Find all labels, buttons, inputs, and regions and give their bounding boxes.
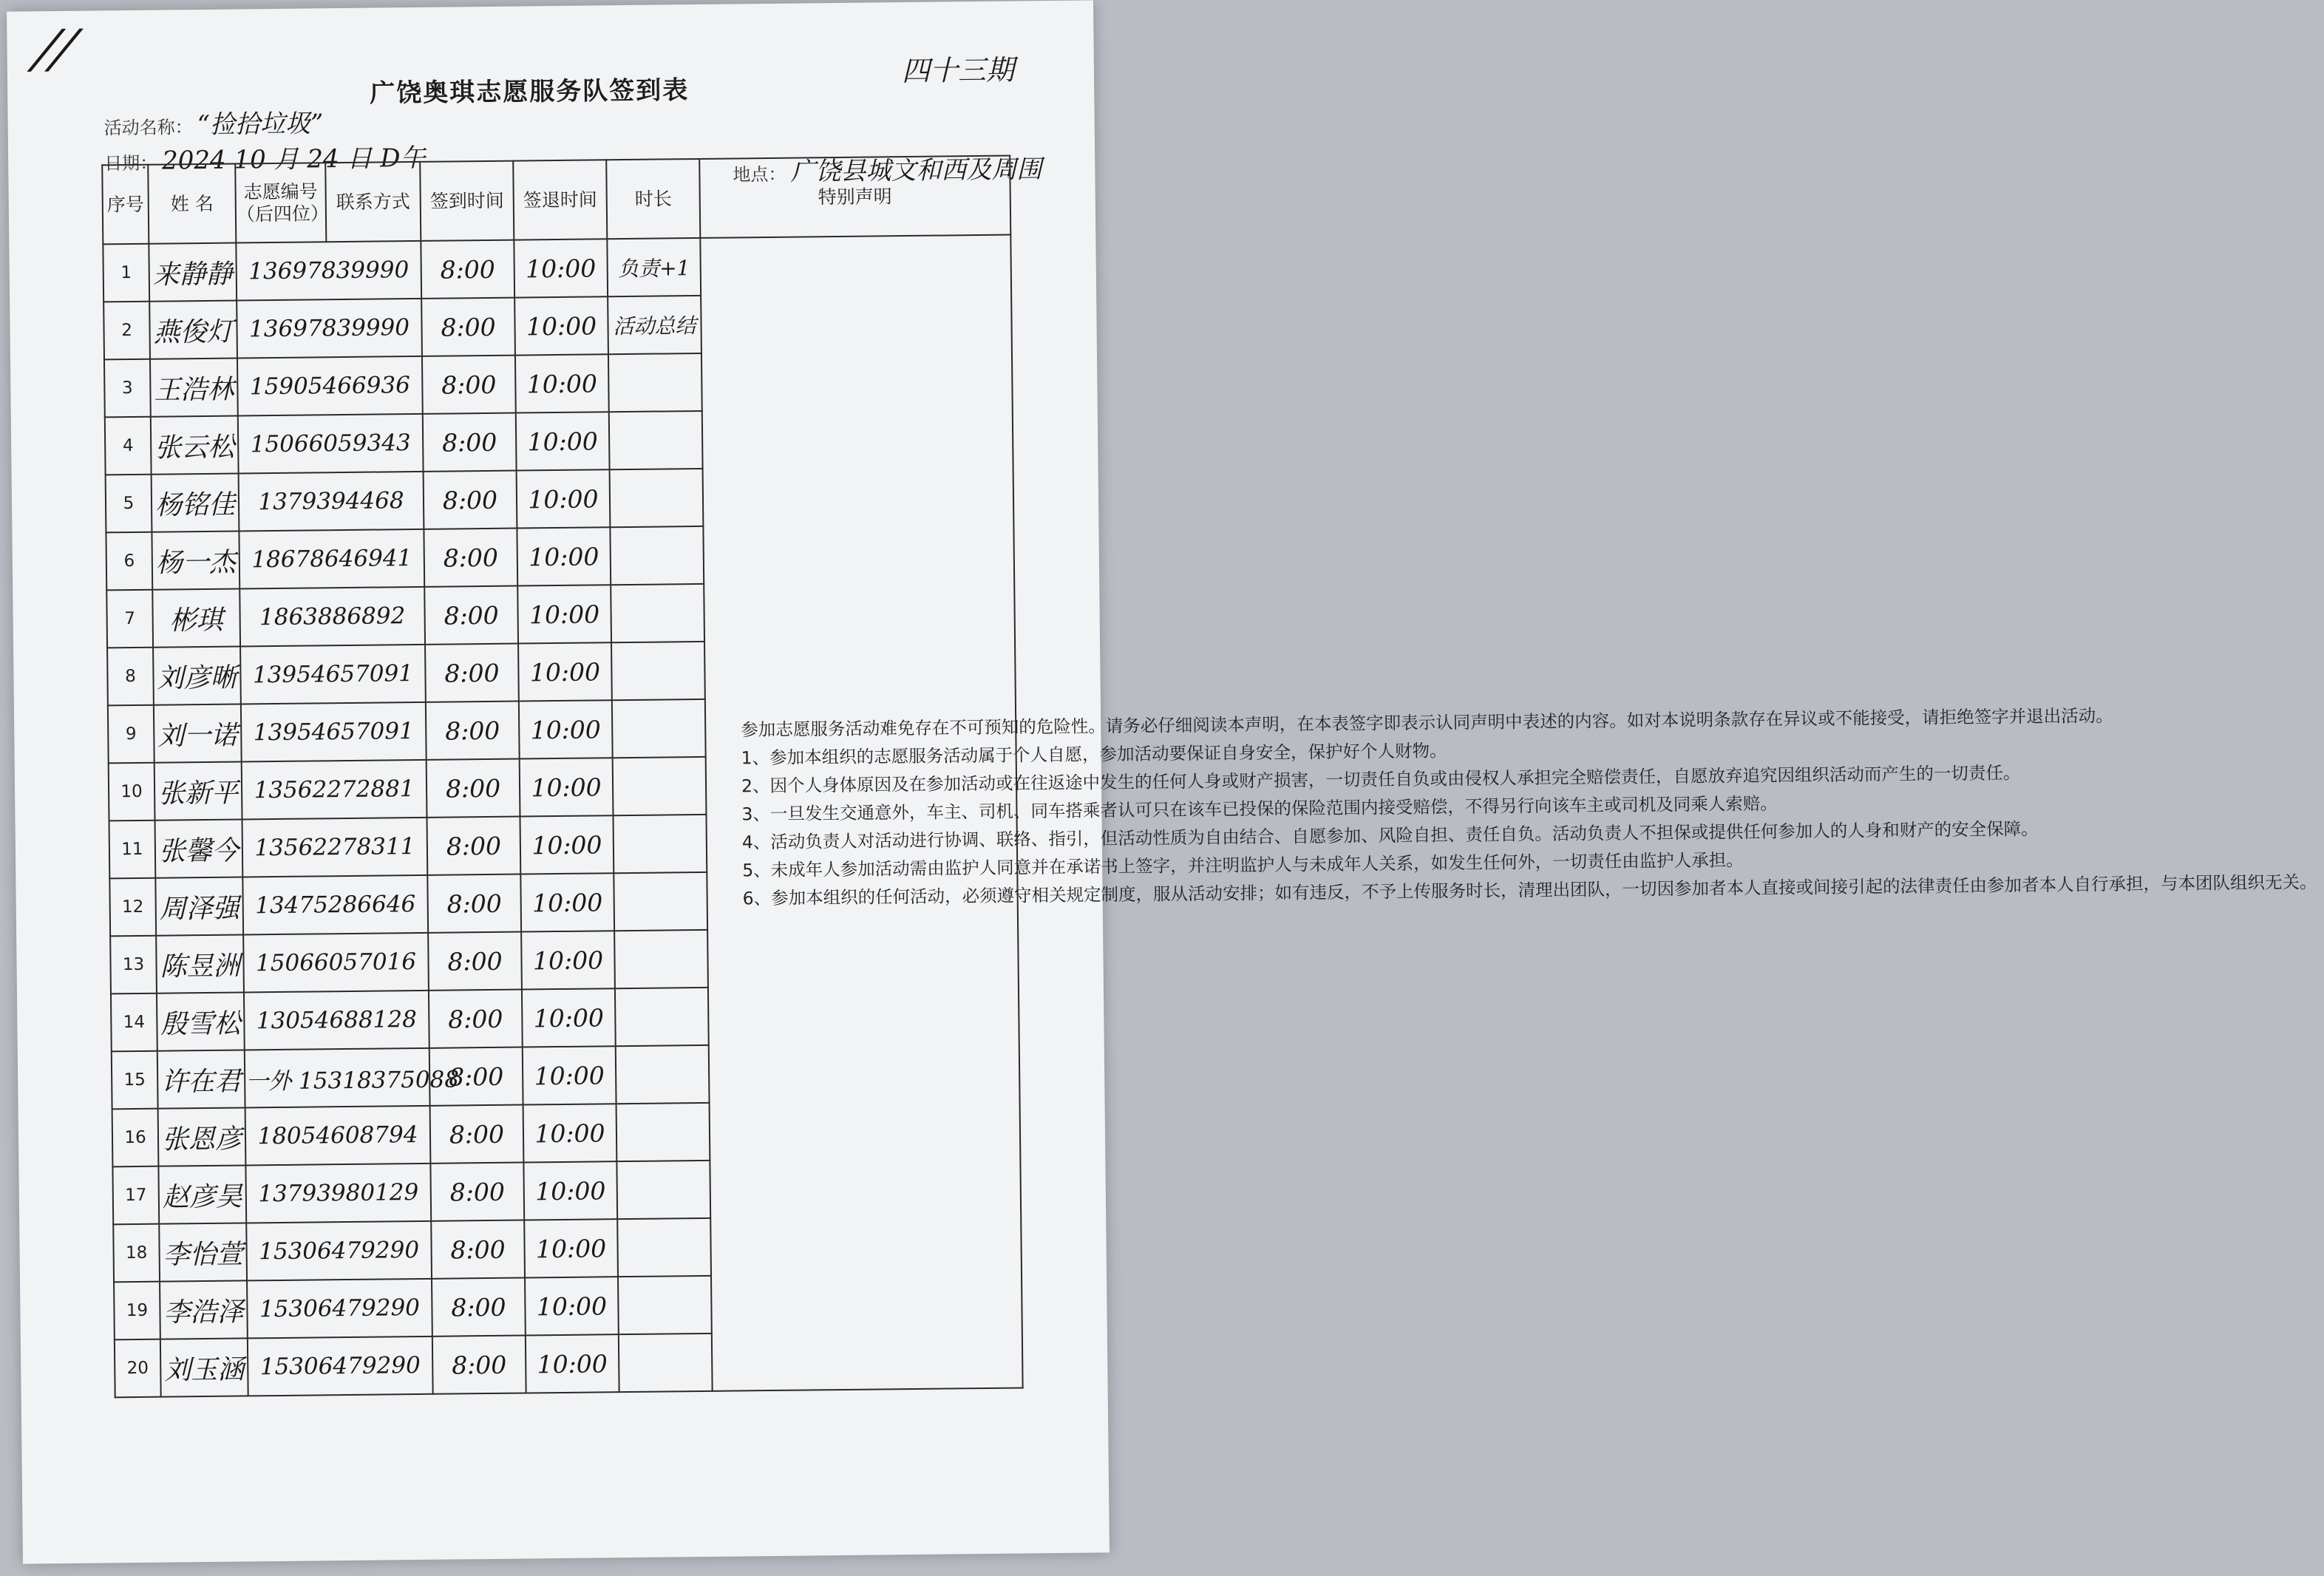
sign-out-time: 10:00: [523, 1104, 617, 1162]
statement-paragraph: 1、参加本组织的志愿服务活动属于个人自愿，参加活动要保证自身安全，保护好个人财物。: [741, 740, 1447, 769]
contact-number: 13954657091: [240, 645, 426, 704]
row-index: 4: [105, 417, 152, 475]
row-index: 2: [103, 302, 150, 360]
duration-cell: 负责+1: [607, 238, 701, 296]
row-index: 1: [103, 244, 149, 302]
duration-cell: [613, 815, 707, 873]
volunteer-name: 刘一诺: [154, 704, 242, 762]
sign-in-time: 8:00: [421, 240, 514, 299]
sign-in-time: 8:00: [429, 990, 523, 1048]
sign-out-time: 10:00: [517, 469, 611, 528]
table-header-row: [102, 156, 1010, 245]
sign-in-time: 8:00: [432, 1278, 526, 1336]
contact-number: 13562278311: [242, 818, 428, 877]
sign-in-time: 8:00: [426, 702, 520, 760]
volunteer-name: 燕俊灯: [149, 301, 237, 359]
row-index: 6: [106, 532, 152, 591]
sign-in-time: 8:00: [425, 644, 519, 702]
volunteer-name: 杨一杰: [152, 531, 239, 590]
sign-in-table: [101, 152, 2317, 1399]
col-name: 姓 名: [148, 164, 236, 244]
contact-number: 15066057016: [243, 933, 429, 993]
sign-in-time: 8:00: [424, 471, 517, 529]
col-sign-out: 签退时间: [513, 160, 607, 240]
duration-cell: [612, 699, 706, 758]
volunteer-name: 陈昱洲: [156, 934, 244, 993]
period-note: 四十三期: [901, 53, 1015, 88]
place-value: 广饶县城文和西及周围: [790, 154, 1042, 187]
volunteer-name: 彬琪: [152, 588, 240, 647]
col-duration: 时长: [606, 159, 700, 239]
sign-in-time: 8:00: [424, 529, 517, 587]
sign-out-time: 10:00: [519, 700, 613, 758]
volunteer-name: 许在君: [157, 1050, 245, 1108]
volunteer-name: 李怡萱: [159, 1223, 247, 1281]
duration-cell: [619, 1334, 713, 1392]
volunteer-name: 杨铭佳: [152, 474, 239, 532]
statement-paragraph: 5、未成年人参加活动需由监护人同意并在承诺书上签字，并注明监护人与未成年人关系，如发生任何外，一切责任由监护人承担。: [742, 849, 1744, 881]
contact-number: 1379394468: [239, 472, 424, 531]
contact-number: 18054608794: [245, 1106, 431, 1166]
duration-cell: [609, 411, 703, 469]
contact-number: 18678646941: [239, 529, 424, 589]
volunteer-name: 张新平: [154, 761, 242, 820]
statement-paragraph: 参加志愿服务活动难免存在不可预知的危险性。请务必仔细阅读本声明，在本表签字即表示认同声明中表述的内容。如对本说明条款存在异议或不能接受，请拒绝签字并退出活动。: [741, 704, 2113, 741]
sign-in-time: 8:00: [427, 874, 521, 933]
duration-cell: [615, 988, 709, 1046]
contact-number: 15306479290: [246, 1221, 432, 1281]
row-index: 3: [104, 359, 151, 418]
sign-out-time: 10:00: [524, 1219, 618, 1277]
sign-out-time: 10:00: [525, 1277, 619, 1335]
volunteer-name: 赵彦昊: [158, 1165, 246, 1223]
sign-in-time: 8:00: [427, 759, 520, 818]
row-index: 12: [109, 878, 156, 937]
contact-number: 13054688128: [244, 991, 429, 1050]
contact-number: 1863886892: [239, 587, 425, 647]
sign-out-time: 10:00: [520, 758, 614, 816]
sign-in-time: 8:00: [430, 1163, 524, 1221]
contact-number: 15306479290: [247, 1279, 432, 1339]
volunteer-name: 王浩林: [150, 359, 238, 417]
contact-number: 13697839990: [237, 299, 422, 359]
row-index: 9: [108, 705, 154, 764]
sign-out-time: 10:00: [521, 931, 615, 989]
sign-in-time: 8:00: [432, 1336, 526, 1394]
sign-in-time: 8:00: [430, 1105, 524, 1164]
row-index: 17: [112, 1166, 159, 1225]
duration-cell: [614, 930, 708, 988]
row-index: 14: [111, 994, 157, 1052]
duration-cell: [613, 757, 707, 815]
contact-number: 15306479290: [248, 1336, 433, 1396]
sign-in-time: 8:00: [427, 817, 520, 875]
sign-out-time: 10:00: [514, 239, 608, 297]
statement-paragraph: 6、参加本组织的任何活动，必须遵守相关规定制度，服从活动安排；如有违反，不予上传服务时长，清理出团队，一切因参加者本人直接或间接引起的法律责任由参加者本人自行承担，与本团队组织无关。: [742, 872, 2317, 909]
sign-in-time: 8:00: [422, 356, 516, 414]
duration-cell: [616, 1161, 710, 1219]
sign-out-time: 10:00: [517, 527, 611, 585]
col-contact: 联系方式: [325, 162, 421, 242]
sign-in-time: 8:00: [421, 298, 515, 356]
volunteer-name: 李浩泽: [160, 1280, 248, 1339]
row-index: 10: [109, 763, 155, 821]
sign-in-time: 8:00: [431, 1220, 525, 1279]
volunteer-name: 周泽强: [155, 877, 243, 935]
special-statement: [700, 235, 2317, 1391]
contact-number: 15905466936: [237, 356, 423, 416]
sign-out-time: 10:00: [515, 354, 609, 412]
row-index: 13: [110, 936, 157, 994]
sign-in-time: 8:00: [424, 586, 518, 645]
duration-cell: [610, 469, 704, 527]
contact-number: 一外 15318375088: [245, 1048, 430, 1108]
row-index: 15: [112, 1051, 158, 1110]
volunteer-name: 张恩彦: [158, 1107, 246, 1166]
activity-value: “捡拾垃圾”: [197, 109, 324, 140]
contact-number: 15066059343: [238, 414, 424, 474]
statement-paragraph: 4、活动负责人对活动进行协调、联络、指引，但活动性质为自由结合、自愿参加、风险自担、责任自负。活动负责人不担保或提供任何参加人的人身和财产的安全保障。: [741, 818, 2039, 853]
sign-in-time: 8:00: [428, 932, 522, 991]
statement-paragraph: 2、因个人身体原因及在参加活动或在往返途中发生的任何人身或财产损害，一切责任自负或由侵权人承担完全赔偿责任，自愿放弃追究因组织活动而产生的一切责任。: [741, 762, 2021, 797]
volunteer-name: 殷雪松: [157, 992, 245, 1050]
date-value: 2024 10 月 24 日 D午: [161, 143, 426, 176]
duration-cell: 活动总结: [608, 296, 701, 354]
sign-in-time: 8:00: [423, 413, 517, 472]
duration-cell: [610, 526, 704, 585]
duration-cell: [611, 642, 705, 700]
volunteer-name: 刘玉涵: [160, 1338, 248, 1396]
sign-in-time: 8:00: [429, 1047, 523, 1106]
contact-number: 13954657091: [241, 702, 427, 762]
duration-cell: [616, 1103, 710, 1161]
activity-line: [103, 103, 323, 141]
sign-out-time: 10:00: [517, 585, 611, 643]
sign-out-time: 10:00: [526, 1334, 619, 1393]
row-index: 11: [109, 821, 156, 879]
row-index: 8: [107, 648, 154, 706]
col-statement: 特别声明: [699, 156, 1010, 238]
sign-out-time: 10:00: [516, 412, 610, 470]
duration-cell: [614, 872, 707, 931]
duration-cell: [616, 1045, 710, 1104]
row-index: 5: [106, 475, 152, 533]
duration-cell: [618, 1276, 712, 1334]
row-index: 19: [114, 1282, 160, 1340]
row-index: 20: [115, 1339, 161, 1398]
sign-out-time: 10:00: [514, 296, 608, 355]
sign-out-time: 10:00: [523, 1161, 617, 1220]
row-index: 16: [112, 1109, 159, 1167]
contact-number: 13793980129: [245, 1164, 431, 1223]
corner-pen-mark: //: [28, 18, 83, 80]
col-sign-in: 签到时间: [420, 161, 514, 241]
sign-in-sheet: [7, 0, 2317, 1563]
volunteer-name: 刘彦晰: [153, 646, 241, 704]
contact-number: 13562272881: [242, 760, 427, 820]
activity-label: 活动名称：: [103, 117, 193, 139]
sign-out-time: 10:00: [518, 642, 612, 701]
sign-out-time: 10:00: [520, 815, 614, 874]
statement-paragraph: 3、一旦发生交通意外，车主、司机、同车搭乘者认可只在该车已投保的保险范围内接受赔偿，不得另行向该车主或司机及同乘人索赔。: [741, 792, 1778, 825]
sign-out-time: 10:00: [522, 988, 616, 1047]
volunteer-name: 来静静: [149, 243, 237, 302]
volunteer-name: 张馨今: [155, 819, 243, 877]
row-index: 7: [106, 590, 153, 648]
row-index: 18: [113, 1224, 160, 1283]
sign-out-time: 10:00: [520, 873, 614, 931]
sign-out-time: 10:00: [523, 1046, 616, 1104]
table-row: [103, 235, 1011, 302]
volunteer-name: 张云松: [151, 416, 239, 475]
col-index: 序号: [102, 165, 149, 245]
place-label: 地点：: [733, 163, 786, 186]
col-volunteer-id: 志愿编号（后四位）: [235, 163, 326, 242]
duration-cell: [617, 1218, 711, 1277]
contact-number: 13475286646: [242, 875, 428, 935]
page-title: 广饶奥琪志愿服务队签到表: [370, 75, 690, 109]
duration-cell: [608, 353, 702, 412]
contact-number: 13697839990: [236, 241, 421, 301]
duration-cell: [611, 584, 704, 642]
date-label: 日期：: [104, 152, 158, 174]
